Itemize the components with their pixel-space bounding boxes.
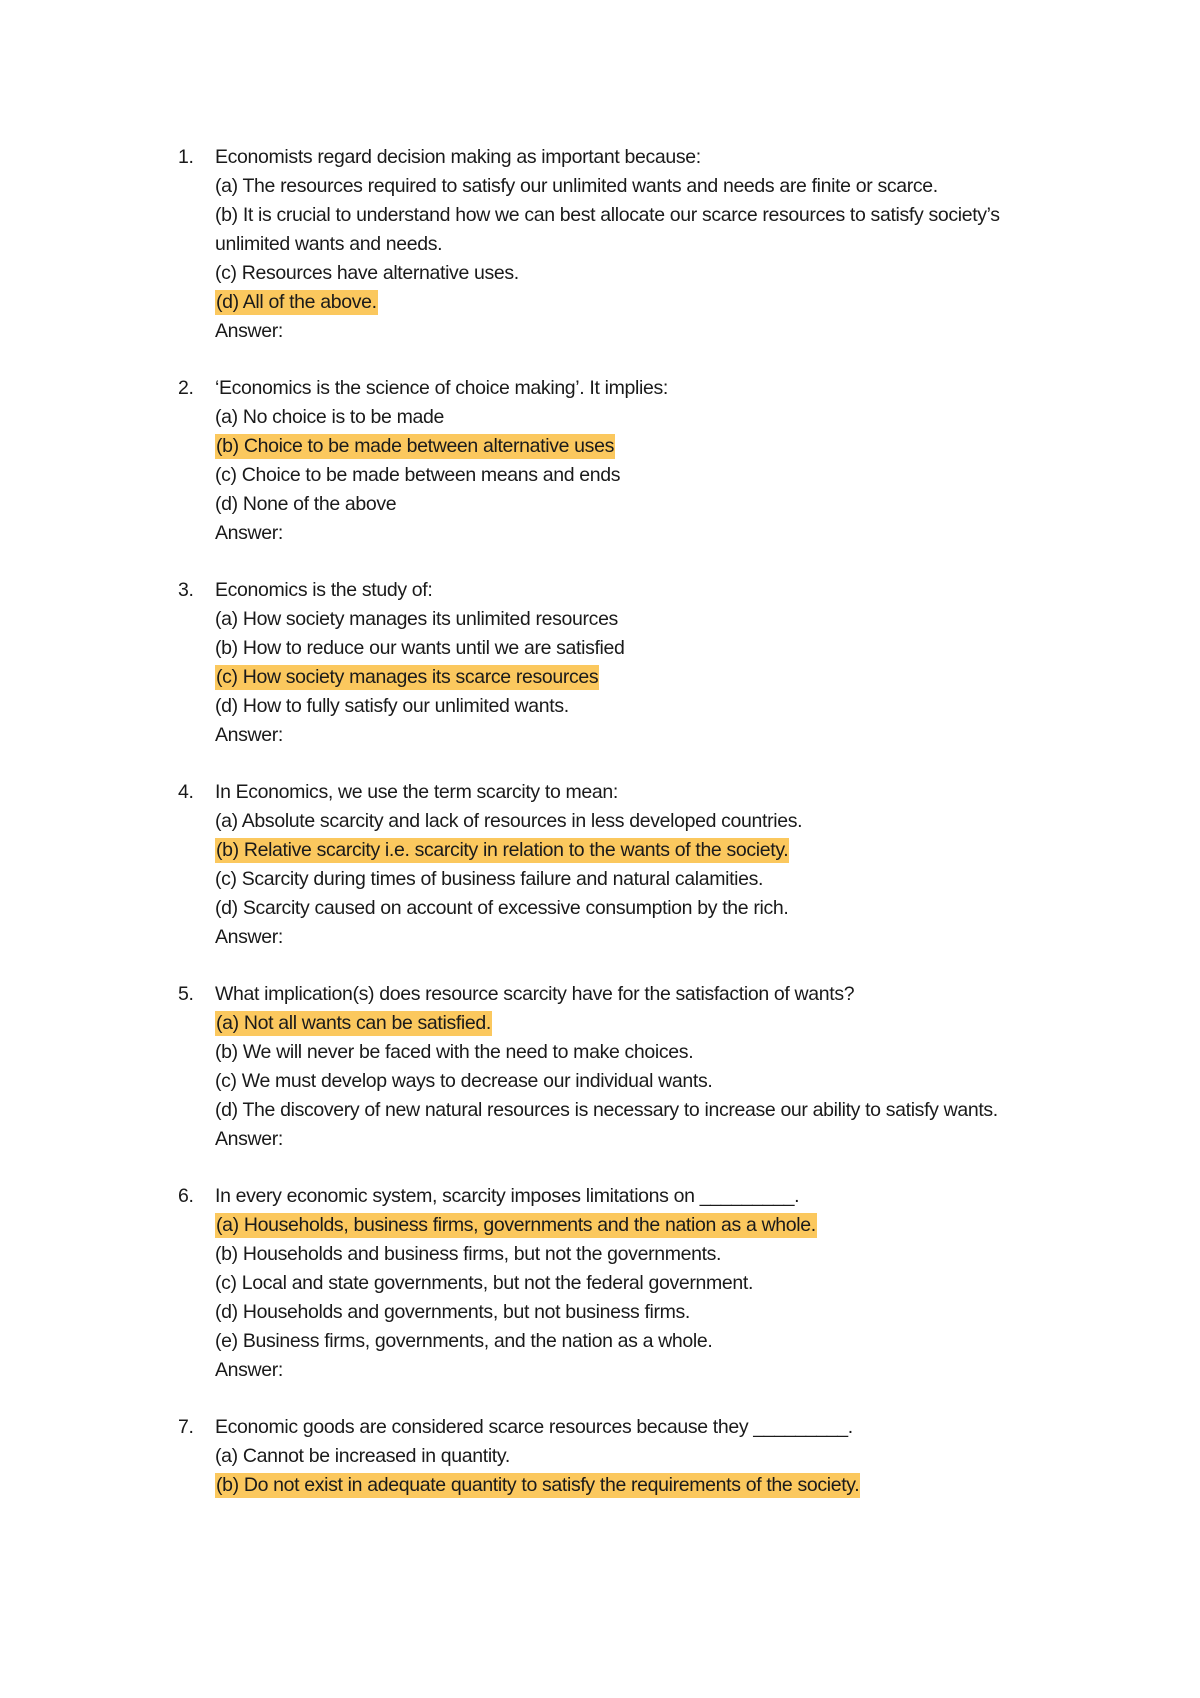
question-item xyxy=(178,576,1078,750)
option-text: (a) Households, business firms, governments and the nation as a whole. xyxy=(216,1214,816,1236)
question-text: Economic goods are considered scarce resources because they _________. xyxy=(215,1416,853,1438)
option-text: (b) Households and business firms, but not the governments. xyxy=(215,1243,722,1265)
question-item xyxy=(178,143,1078,346)
option-text: (c) We must develop ways to decrease our individual wants. xyxy=(215,1070,713,1092)
option-highlighted xyxy=(215,1211,1078,1240)
question-item xyxy=(178,778,1078,952)
question-item xyxy=(178,980,1078,1154)
question-number: 2. xyxy=(178,377,194,399)
option-text: (c) Resources have alternative uses. xyxy=(215,262,519,284)
option-text: (b) We will never be faced with the need to make choices. xyxy=(215,1041,694,1063)
option-text: (b) Do not exist in adequate quantity to satisfy the requirements of the society. xyxy=(216,1474,860,1496)
option-highlighted xyxy=(215,432,1078,461)
option-text: (a) How society manages its unlimited resources xyxy=(215,608,618,630)
answer-label: Answer: xyxy=(215,724,283,746)
option-text: (c) How society manages its scarce resources xyxy=(216,666,599,688)
option-highlighted xyxy=(215,663,1078,692)
option-highlighted xyxy=(215,288,1078,317)
option-text: (c) Scarcity during times of business failure and natural calamities. xyxy=(215,868,764,890)
option-text: (c) Choice to be made between means and ends xyxy=(215,464,621,486)
answer-label: Answer: xyxy=(215,926,283,948)
option-text: (e) Business firms, governments, and the nation as a whole. xyxy=(215,1330,713,1352)
option xyxy=(215,461,1078,490)
option xyxy=(215,1240,1078,1269)
option xyxy=(215,1269,1078,1298)
option-highlighted xyxy=(215,1009,1078,1038)
answer-label: Answer: xyxy=(215,522,283,544)
question-item xyxy=(178,1413,1078,1500)
option xyxy=(215,634,1078,663)
option-text: (d) How to fully satisfy our unlimited wants. xyxy=(215,695,569,717)
question-text: Economics is the study of: xyxy=(215,579,433,601)
option-text: (d) The discovery of new natural resources is necessary to increase our ability to satisfy wants. xyxy=(215,1099,998,1121)
option-text: (b) How to reduce our wants until we are satisfied xyxy=(215,637,625,659)
option-text: (a) Absolute scarcity and lack of resources in less developed countries. xyxy=(215,810,803,832)
question-text: What implication(s) does resource scarcity have for the satisfaction of wants? xyxy=(215,983,855,1005)
option-text: (d) None of the above xyxy=(215,493,397,515)
option xyxy=(215,201,1078,259)
option xyxy=(215,403,1078,432)
option xyxy=(215,1038,1078,1067)
question-text: In Economics, we use the term scarcity to mean: xyxy=(215,781,618,803)
answer-label: Answer: xyxy=(215,320,283,342)
option-text: (b) It is crucial to understand how we can best allocate our scarce resources to satisfy society’s unlimited wants and needs. xyxy=(215,204,1000,255)
option xyxy=(215,1067,1078,1096)
question-number: 4. xyxy=(178,781,194,803)
question-number: 3. xyxy=(178,579,194,601)
option xyxy=(215,259,1078,288)
option-text: (a) No choice is to be made xyxy=(215,406,444,428)
question-number: 5. xyxy=(178,983,194,1005)
option-text: (a) Cannot be increased in quantity. xyxy=(215,1445,510,1467)
question-text: In every economic system, scarcity imposes limitations on _________. xyxy=(215,1185,800,1207)
option xyxy=(215,1298,1078,1327)
option-text: (a) The resources required to satisfy our unlimited wants and needs are finite or scarce. xyxy=(215,175,938,197)
question-text: Economists regard decision making as important because: xyxy=(215,146,701,168)
option-text: (b) Choice to be made between alternative uses xyxy=(216,435,614,457)
option xyxy=(215,1096,1078,1125)
question-number: 7. xyxy=(178,1416,194,1438)
option xyxy=(215,490,1078,519)
option-highlighted xyxy=(215,1471,1078,1500)
question-text: ‘Economics is the science of choice making’. It implies: xyxy=(215,377,668,399)
answer-label: Answer: xyxy=(215,1128,283,1150)
option xyxy=(215,1442,1078,1471)
option-text: (b) Relative scarcity i.e. scarcity in relation to the wants of the society. xyxy=(216,839,789,861)
option xyxy=(215,172,1078,201)
option-text: (d) Scarcity caused on account of excessive consumption by the rich. xyxy=(215,897,789,919)
option xyxy=(215,605,1078,634)
option xyxy=(215,894,1078,923)
question-number: 6. xyxy=(178,1185,194,1207)
option-text: (c) Local and state governments, but not the federal government. xyxy=(215,1272,754,1294)
option xyxy=(215,1327,1078,1356)
question-item xyxy=(178,1182,1078,1385)
question-number: 1. xyxy=(178,146,194,168)
option-text: (a) Not all wants can be satisfied. xyxy=(216,1012,491,1034)
option-text: (d) All of the above. xyxy=(216,291,377,313)
question-item xyxy=(178,374,1078,548)
question-list xyxy=(178,143,1078,1528)
option xyxy=(215,865,1078,894)
option-highlighted xyxy=(215,836,1078,865)
answer-label: Answer: xyxy=(215,1359,283,1381)
option xyxy=(215,807,1078,836)
option xyxy=(215,692,1078,721)
option-text: (d) Households and governments, but not business firms. xyxy=(215,1301,691,1323)
